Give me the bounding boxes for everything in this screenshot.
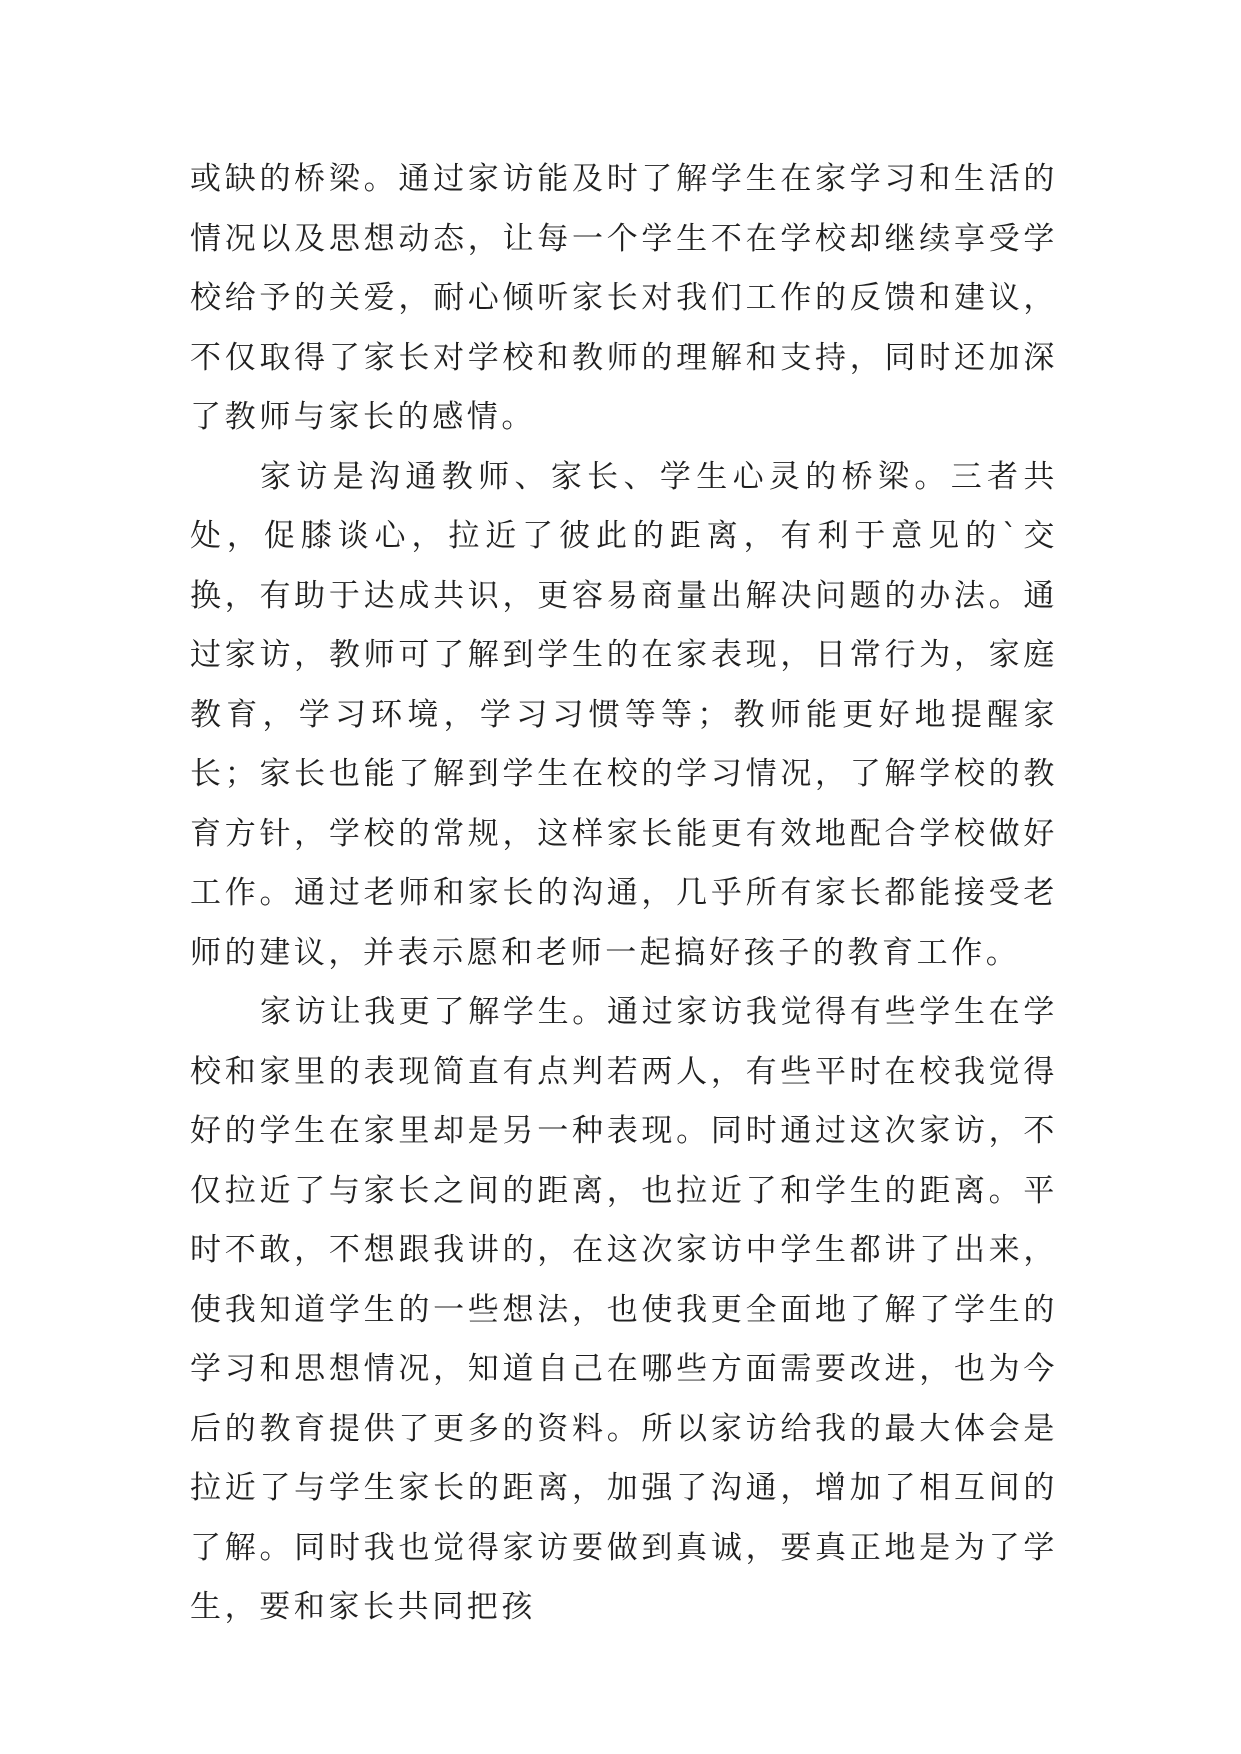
paragraph-continuation: 或缺的桥梁。通过家访能及时了解学生在家学习和生活的情况以及思想动态，让每一个学生不在学校却继续享受学校给予的关爱，耐心倾听家长对我们工作的反馈和建议，不仅取得了家长对学校和教师的理解和支持，同时还加深了教师与家长的感情。 xyxy=(190,161,1058,435)
document-page xyxy=(190,150,1058,1638)
paragraph-home-visit-bridge: 家访是沟通教师、家长、学生心灵的桥梁。三者共处，促膝谈心，拉近了彼此的距离，有利于意见的`交换，有助于达成共识，更容易商量出解决问题的办法。通过家访，教师可了解到学生的在家表现，日常行为，家庭教育，学习环境，学习习惯等等；教师能更好地提醒家长；家长也能了解到学生在校的学习情况，了解学校的教育方针，学校的常规，这样家长能更有效地配合学校做好工作。通过老师和家长的沟通，几乎所有家长都能接受老师的建议，并表示愿和老师一起搞好孩子的教育工作。 xyxy=(190,458,1058,971)
paragraph-understand-students: 家访让我更了解学生。通过家访我觉得有些学生在学校和家里的表现简直有点判若两人，有些平时在校我觉得好的学生在家里却是另一种表现。同时通过这次家访，不仅拉近了与家长之间的距离，也拉近了和学生的距离。平时不敢，不想跟我讲的，在这次家访中学生都讲了出来，使我知道学生的一些想法，也使我更全面地了解了学生的学习和思想情况，知道自己在哪些方面需要改进，也为今后的教育提供了更多的资料。所以家访给我的最大体会是拉近了与学生家长的距离，加强了沟通，增加了相互间的了解。同时我也觉得家访要做到真诚，要真正地是为了学生，要和家长共同把孩 xyxy=(190,994,1058,1625)
